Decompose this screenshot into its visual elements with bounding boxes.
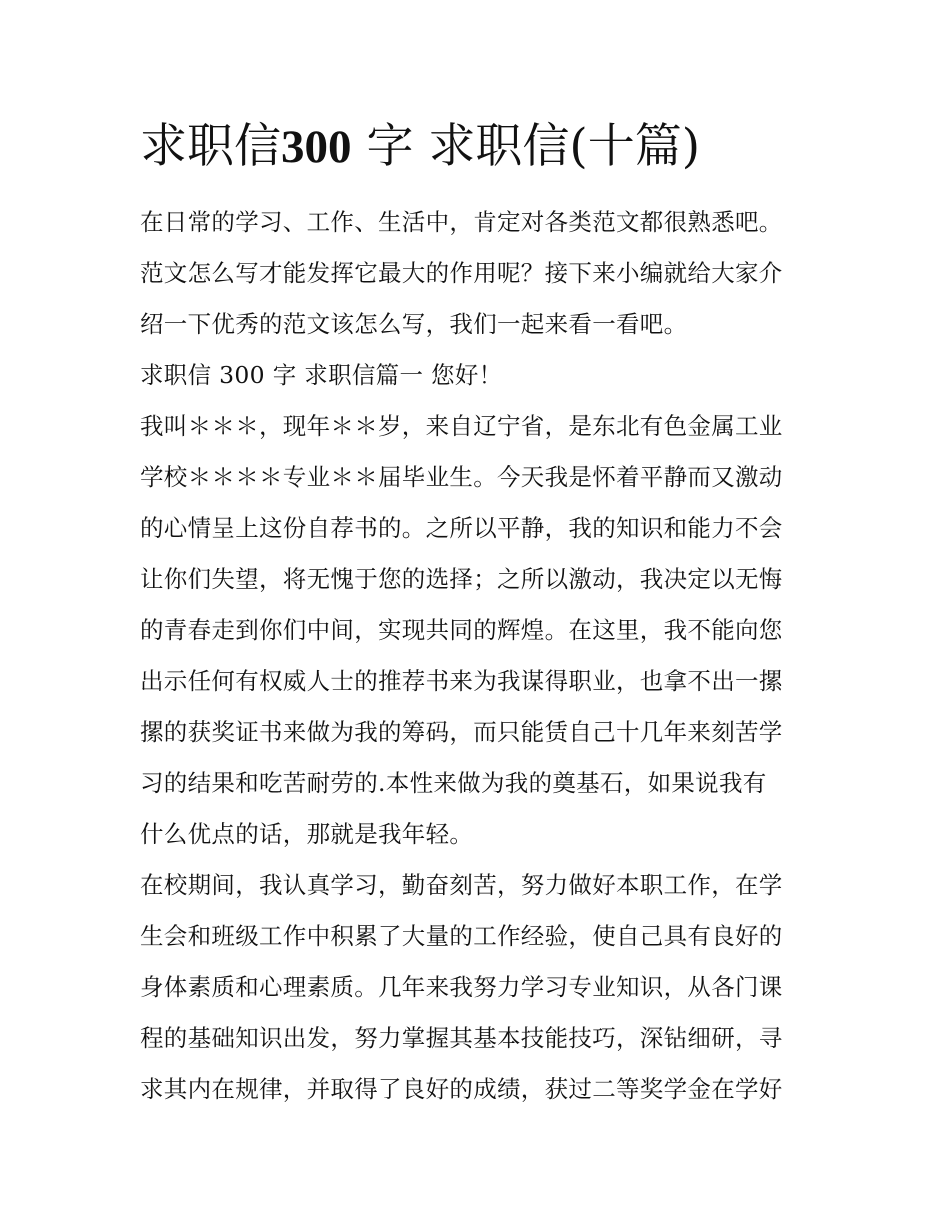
title-text-2: 字 求职信(十篇) bbox=[351, 119, 701, 174]
text-line: 我叫＊＊＊，现年＊＊岁，来自辽宁省，是东北有色金属工业 bbox=[140, 412, 783, 440]
section-heading: 求职信 300 字 求职信篇一 您好！ bbox=[140, 361, 503, 389]
text-line: 身体素质和心理素质。几年来我努力学习专业知识，从各门课 bbox=[140, 973, 783, 1001]
text-line: 让你们失望，将无愧于您的选择；之所以激动，我决定以无悔 bbox=[140, 565, 783, 593]
title-number: 300 bbox=[281, 121, 352, 173]
text-line: 学校＊＊＊＊专业＊＊届毕业生。今天我是怀着平静而又激动 bbox=[140, 463, 783, 491]
text-line: 什么优点的话，那就是我年轻。 bbox=[140, 820, 474, 848]
text-line: 的心情呈上这份自荐书的。之所以平静，我的知识和能力不会 bbox=[140, 514, 783, 542]
text-line: 摞的获奖证书来做为我的筹码，而只能赁自己十几年来刻苦学 bbox=[140, 718, 783, 746]
text-line: 程的基础知识出发，努力掌握其基本技能技巧，深钻细研，寻 bbox=[140, 1024, 783, 1052]
text-line: 生会和班级工作中积累了大量的工作经验，使自己具有良好的 bbox=[140, 922, 783, 950]
text-line: 求其内在规律，并取得了良好的成绩，获过二等奖学金在学好 bbox=[140, 1075, 783, 1103]
text-line: 出示任何有权威人士的推荐书来为我谋得职业，也拿不出一摞 bbox=[140, 667, 783, 695]
text-line: 习的结果和吃苦耐劳的.本性来做为我的奠基石，如果说我有 bbox=[140, 769, 767, 797]
text-line: 在日常的学习、工作、生活中，肯定对各类范文都很熟悉吧。 bbox=[140, 208, 783, 236]
body-text bbox=[140, 197, 820, 1115]
text-line: 在校期间，我认真学习，勤奋刻苦，努力做好本职工作，在学 bbox=[140, 871, 783, 899]
page-title bbox=[140, 112, 840, 182]
text-line: 范文怎么写才能发挥它最大的作用呢？接下来小编就给大家介 bbox=[140, 259, 783, 287]
title-text-1: 求职信 bbox=[140, 119, 281, 174]
text-line: 的青春走到你们中间，实现共同的辉煌。在这里，我不能向您 bbox=[140, 616, 783, 644]
text-line: 绍一下优秀的范文该怎么写，我们一起来看一看吧。 bbox=[140, 310, 688, 338]
